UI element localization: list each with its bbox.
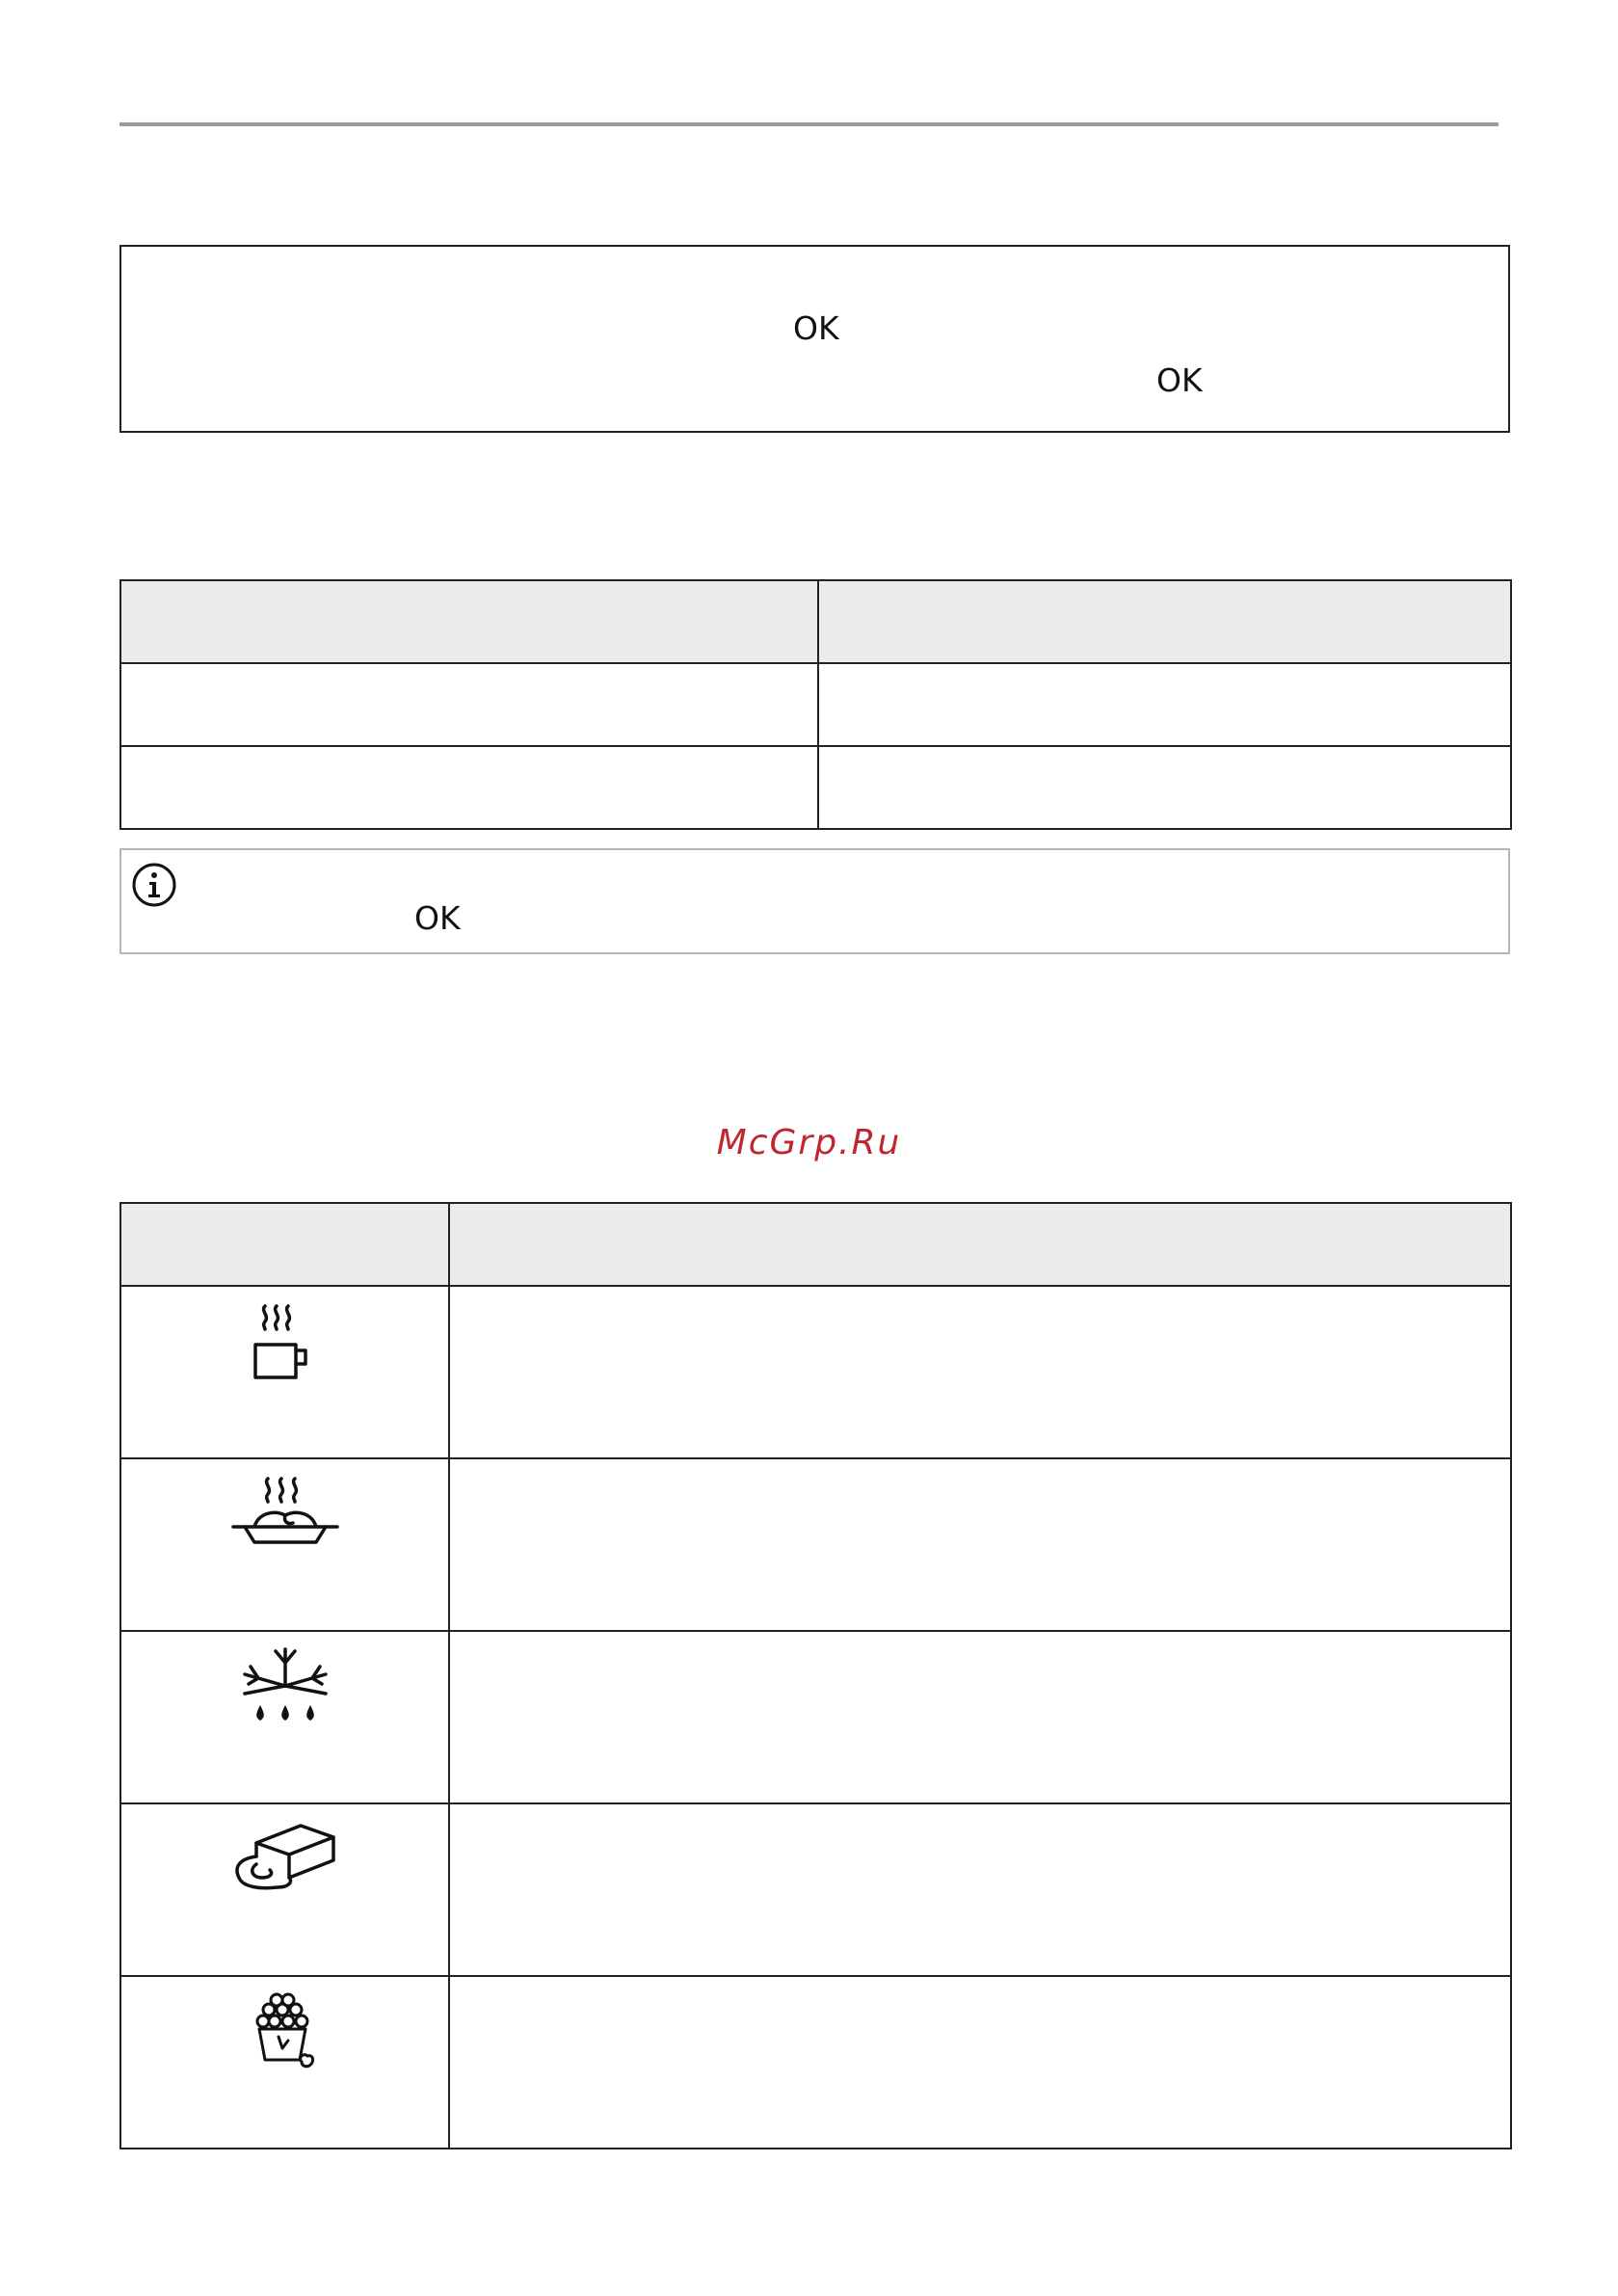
ok-key-label-1: OK xyxy=(793,309,839,347)
hot-drink-icon xyxy=(242,1300,329,1387)
ok-key-label-note: OK xyxy=(414,899,461,937)
table-row xyxy=(120,746,1511,829)
warm-dish-icon xyxy=(227,1473,343,1560)
table-row xyxy=(120,1631,1511,1803)
table-row xyxy=(120,1458,1511,1631)
table-row xyxy=(120,1803,1511,1976)
ok-key-label-2: OK xyxy=(1156,361,1203,399)
table-row xyxy=(120,1976,1511,2149)
instruction-box xyxy=(119,245,1510,433)
settings-header-col-2 xyxy=(818,580,1511,663)
table-row xyxy=(120,1286,1511,1458)
settings-cell xyxy=(120,746,818,829)
function-description xyxy=(449,1458,1511,1631)
info-icon xyxy=(131,862,177,908)
defrost-icon xyxy=(237,1645,333,1732)
popcorn-icon xyxy=(242,1990,329,2077)
functions-header-col-2 xyxy=(449,1203,1511,1286)
function-description xyxy=(449,1976,1511,2149)
settings-cell xyxy=(120,663,818,746)
table-row xyxy=(120,663,1511,746)
watermark: McGrp.Ru xyxy=(716,1123,902,1162)
settings-table xyxy=(119,579,1512,830)
settings-cell xyxy=(818,663,1511,746)
functions-header-col-1 xyxy=(120,1203,449,1286)
header-rule xyxy=(119,122,1499,126)
settings-header-col-1 xyxy=(120,580,818,663)
info-note-box xyxy=(119,848,1510,954)
melt-butter-icon xyxy=(227,1818,343,1905)
function-description xyxy=(449,1803,1511,1976)
function-description xyxy=(449,1631,1511,1803)
function-description xyxy=(449,1286,1511,1458)
settings-cell xyxy=(818,746,1511,829)
functions-table xyxy=(119,1202,1512,2149)
